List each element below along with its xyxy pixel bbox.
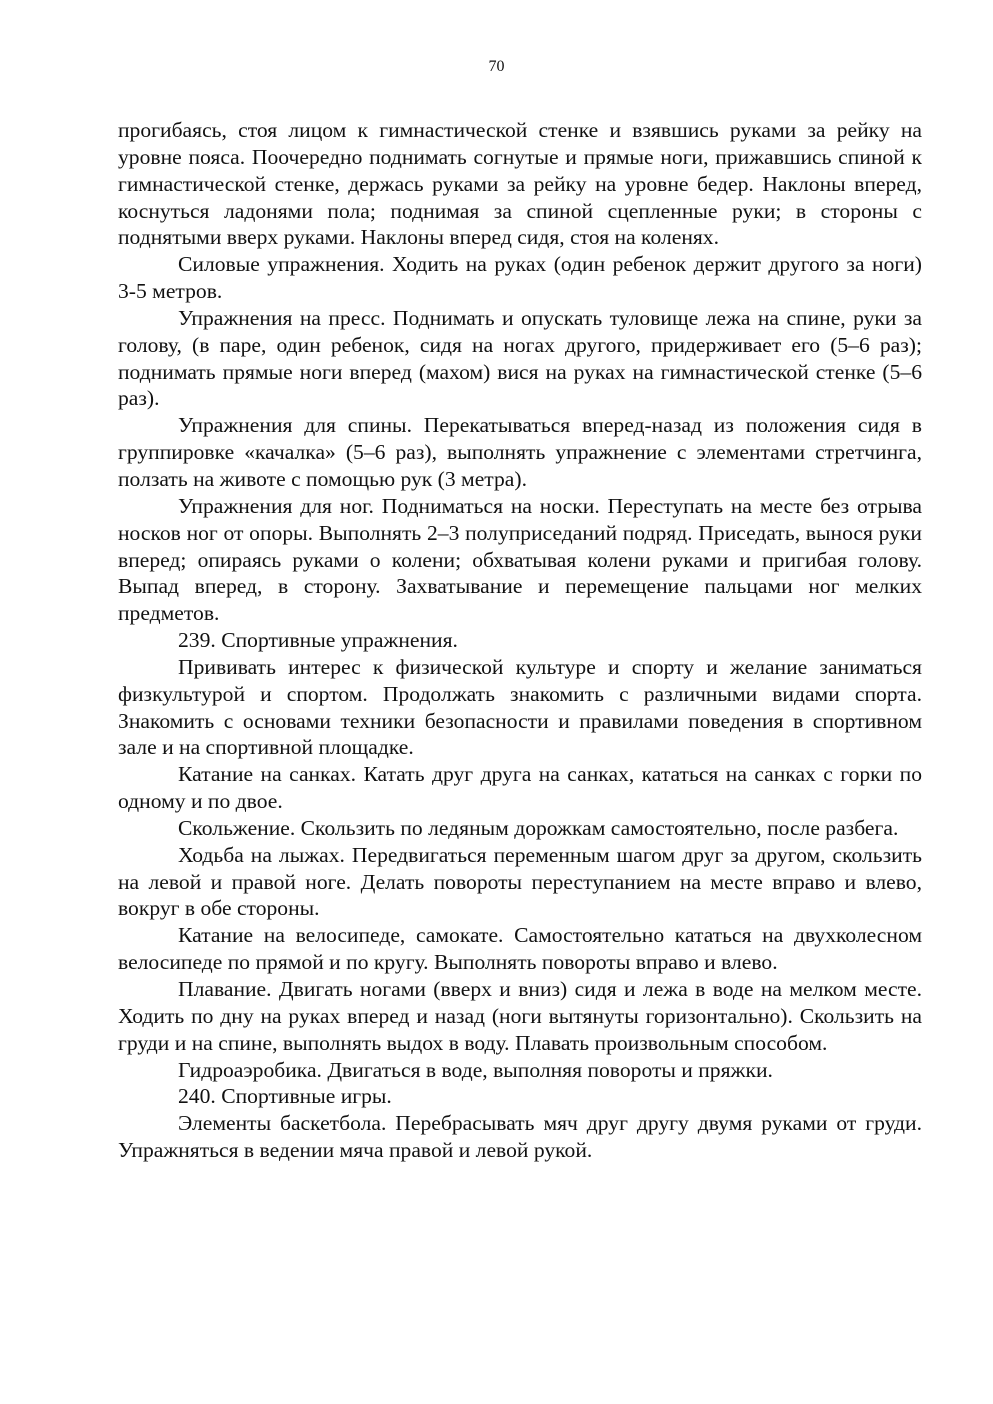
document-body [118,117,922,1164]
paragraph-sports-interest: Прививать интерес к физической культуре и спорту и желание заниматься физкультурой и спортом. Продолжать знакомить с различными видами спорта. Знакомить с основами техники безопасности и правилами поведения в спортивном зале и на спортивной площадке. [118,654,922,760]
paragraph-aqua-aerobics: Гидроаэробика. Двигаться в воде, выполняя повороты и пряжки. [178,1057,773,1082]
paragraph-back-exercises: Упражнения для спины. Перекатываться вперед-назад из положения сидя в группировке «качалка» (5–6 раз), выполнять упражнение с элементами стретчинга, ползать на животе с помощью рук (3 метра). [118,413,922,491]
paragraph-basketball: Элементы баскетбола. Перебрасывать мяч друг другу двумя руками от груди. Упражняться в ведении мяча правой и левой рукой. [118,1111,922,1163]
page-number: 70 [488,58,505,75]
paragraph-swimming: Плавание. Двигать ногами (вверх и вниз) сидя и лежа в воде на мелком месте. Ходить по дну на руках вперед и назад (ноги вытянуты горизонтально). Скользить на груди и на спине, выполнять выдох в воду. Плавать произвольным способом. [118,977,922,1055]
paragraph-sliding: Скольжение. Скользить по ледяным дорожкам самостоятельно, после разбега. [178,815,899,840]
paragraph-strength-exercises: Силовые упражнения. Ходить на руках (один ребенок держит другого за ноги) 3-5 метров. [118,252,922,304]
paragraph-leg-exercises: Упражнения для ног. Подниматься на носки. Переступать на месте без отрыва носков ног от опоры. Выполнять 2–3 полуприседаний подряд. Приседать, вынося руки вперед; опираясь руками о колени; обхватывая колени руками и пригибая голову. Выпад вперед, в сторону. Захватывание и перемещение пальцами ног мелких предметов. [118,493,922,626]
paragraph-sledding: Катание на санках. Катать друг друга на санках, кататься на санках с горки по одному и по двое. [118,762,922,814]
section-heading-240: 240. Спортивные игры. [178,1084,392,1109]
paragraph-cycling: Катание на велосипеде, самокате. Самостоятельно кататься на двухколесном велосипеде по прямой и по кругу. Выполнять повороты вправо и влево. [118,923,922,975]
section-heading-239: 239. Спортивные упражнения. [178,628,458,653]
paragraph-abs-exercises: Упражнения на пресс. Поднимать и опускать туловище лежа на спине, руки за голову, (в паре, один ребенок, сидя на ногах другого, придерживает его (5–6 раз); поднимать прямые ноги вперед (махом) вися на руках на гимнастической стенке (5–6 раз). [118,305,922,411]
paragraph-skiing: Ходьба на лыжах. Передвигаться переменным шагом друг за другом, скользить на левой и правой ноге. Делать повороты переступанием на месте вправо и влево, вокруг в обе стороны. [118,842,922,921]
paragraph-flexibility-continuation: прогибаясь, стоя лицом к гимнастической стенке и взявшись руками за рейку на уровне пояса. Поочередно поднимать согнутые и прямые ноги, прижавшись спиной к гимнастической стенке, держась руками за рейку на уровне бедер. Наклоны вперед, коснуться ладонями пола; поднимая за спиной сцепленные руки; в стороны с поднятыми вверх руками. Наклоны вперед сидя, стоя на коленях. [118,118,922,250]
